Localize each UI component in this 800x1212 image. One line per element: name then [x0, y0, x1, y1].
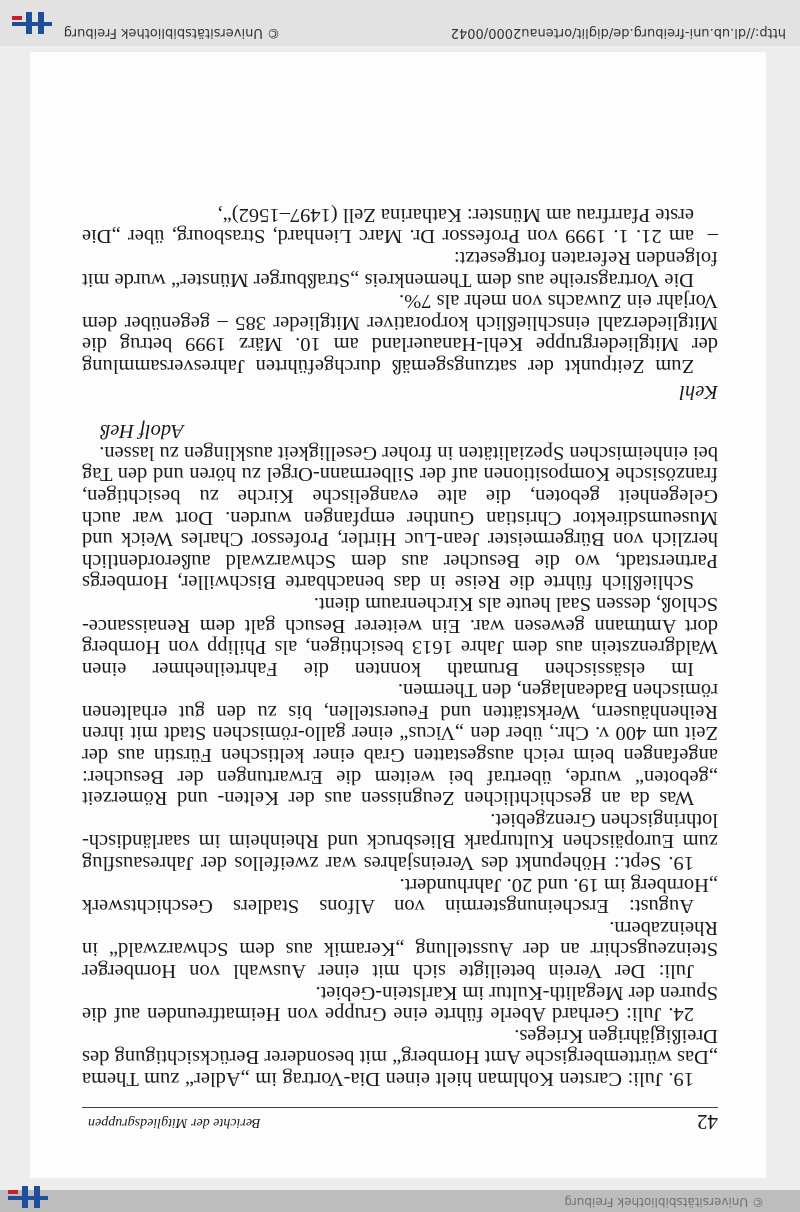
paragraph: Juli: Der Verein beteiligte sich mit einer Auswahl von Hornberger Steinzeugschirr an der Ausstellung „Keramik aus dem Schwarzwald“ in Rheinzabern.	[82, 916, 718, 983]
paragraph: Zum Zeitpunkt der satzungsgemäß durchgeführten Jahresversammlung der Mitgliedergruppe Kehl-Hanauerland am 10. März 1999 betrug die Mitgliederzahl einschließlich korporativer Mitglieder 385 – gegenüber dem Vorjahr ein Zuwachs von mehr als 7%.	[82, 290, 718, 377]
list-item-text: am 21. 1. 1999 von Professor Dr. Marc Lienhard, Strasbourg, über „Die erste Pfarrfrau am Münster: Katharina Zell (1497–1562)“,	[82, 203, 694, 248]
paragraph: August: Erscheinungstermin von Alfons Stadlers Geschichtswerk „Hornberg im 19. und 20. Jahrhundert.	[82, 873, 718, 918]
paragraph: Schließlich führte die Reise in das benachbarte Bischwiller, Hornbergs Partnerstadt, wo die Besucher aus dem Schwarzwald außerordentlich herzlich von Bürgermeister Jean-Luc Hirtler, Professor Charles Weick und Museumsdirektor Christian Gunther empfangen wurden. Dort war auch Gelegenheit geboten, die alte evangelische Kirche zu besichtigen, französische Kompositionen auf der Silbermann-Orgel zu hören und den Tag bei einheimischen Spezialitäten in froher Geselligkeit ausklingen zu lassen.	[82, 441, 718, 594]
page-content	[82, 203, 718, 1134]
top-credit: © Universitätsbibliothek Freiburg	[564, 1195, 764, 1209]
running-head: Berichte der Mitgliedsgruppen	[88, 1115, 261, 1130]
section-title: Kehl	[679, 380, 718, 403]
page-number: 42	[697, 1110, 718, 1134]
library-logo-icon	[6, 12, 52, 34]
source-url-link[interactable]: http://dl.ub.uni-freiburg.de/diglit/ortenau2000/0042	[450, 25, 786, 40]
top-bar	[0, 1190, 800, 1212]
page-body	[82, 203, 718, 1089]
library-logo-icon	[2, 1186, 48, 1208]
paragraph: 24. Juli: Gerhard Aberle führte eine Gruppe von Heimatfreunden auf die Spuren der Megalith-Kultur im Karlstein-Gebiet.	[82, 981, 718, 1026]
paragraph: Die Vortragsreihe aus dem Themenkreis „Straßburger Münster“ wurde mit folgenden Referaten fortgesetzt:	[82, 247, 718, 291]
paragraph: 19. Juli: Carsten Kohlman hielt einen Dia-Vortrag im „Adler“ zum Thema „Das württembergische Amt Hornberg“ mit besonderer Berücksichtigung des Dreißigjährigen Krieges.	[82, 1024, 718, 1090]
document-page	[30, 52, 766, 1178]
bottom-credit: © Universitätsbibliothek Freiburg	[63, 25, 280, 40]
author-signature: Adolf Heß	[100, 420, 184, 443]
paragraph: Was da an geschichtlichen Zeugnissen aus der Kelten- und Römerzeit „geboten“ wurde, übertraf bei weitem die Erwartungen der Besucher: angefangen beim reich ausgestatten Grab einer keltischen Fürstin aus der Zeit um 400 v. Chr., über den „Vicus“ einer gallo-römischen Stadt mit ihren Reihenhäusern, Werkstätten und Feuerstellen, bis zu den gut erhaltenen römischen Badeanlagen, den Thermen.	[82, 679, 718, 810]
paragraph: 19. Sept.: Höhepunkt des Vereinsjahres war zweifellos der Jahresausflug zum Europäischen Kulturpark Bliesbruck und Rheinheim im saarländisch-lothringischen Grenzgebiet.	[82, 808, 718, 875]
list-dash: –	[707, 225, 718, 248]
paragraph: Im elsässischen Brumath konnten die Fahrteilnehmer einen Waldgrenzstein aus dem Jahre 1613 besichtigen, als Philipp von Hornberg dort Amtmann gewesen war. Ein weiterer Besuch galt dem Renaissance-Schloß, dessen Saal heute als Kirchenraum dient.	[82, 592, 718, 680]
bottom-bar	[0, 0, 800, 46]
list-item	[82, 203, 718, 246]
page-header	[82, 1107, 718, 1134]
